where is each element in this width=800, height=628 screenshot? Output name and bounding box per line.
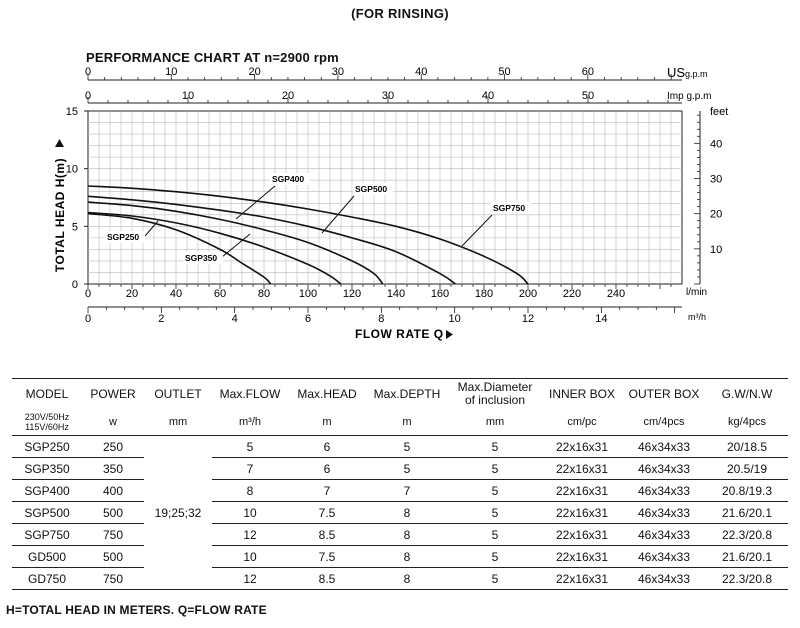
- x-tick-label: 200: [518, 288, 538, 300]
- table-row: [12, 524, 788, 546]
- unit-voltage-1: 230V/50Hz: [24, 412, 70, 422]
- series-label: SGP500: [355, 184, 388, 194]
- col-max-flow: Max.FLOW: [212, 379, 288, 410]
- us-tick-label: 50: [498, 66, 511, 78]
- table-cell: 500: [82, 502, 144, 524]
- table-cell: 8: [366, 524, 448, 546]
- feet-tick-label: 30: [710, 173, 723, 186]
- x-axis-m3h: [85, 307, 706, 325]
- unit-power: w: [82, 409, 144, 436]
- table-cell: 10: [212, 546, 288, 568]
- table-units-row: [12, 409, 788, 436]
- feet-tick-label: 10: [710, 243, 723, 256]
- col-max-diameter-line2: of inclusion: [464, 393, 526, 407]
- x-tick-label: 240: [606, 288, 626, 300]
- spec-table: [12, 378, 788, 590]
- table-cell: 7: [288, 480, 366, 502]
- col-max-diameter: [448, 379, 542, 410]
- table-cell: 20.5/19: [706, 458, 788, 480]
- chart-title: PERFORMANCE CHART AT n=2900 rpm: [86, 50, 339, 65]
- col-outlet: OUTLET: [144, 379, 212, 410]
- table-cell: 22x16x31: [542, 524, 622, 546]
- table-body: [12, 436, 788, 590]
- page-title: (FOR RINSING): [351, 6, 449, 21]
- us-tick-label: 40: [415, 66, 428, 78]
- m3h-tick-label: 12: [521, 313, 535, 325]
- series-label: SGP250: [107, 232, 140, 242]
- series-leader-line: [462, 215, 492, 246]
- table-cell: 22.3/20.8: [706, 524, 788, 546]
- feet-unit-label: feet: [710, 106, 729, 118]
- table-row: [12, 568, 788, 590]
- table-cell: 5: [448, 458, 542, 480]
- table-cell: 6: [288, 458, 366, 480]
- y-axis: [66, 106, 88, 291]
- x-tick-label: 40: [169, 288, 183, 300]
- unit-voltage-2: 115V/60Hz: [25, 422, 69, 432]
- table-cell: 5: [448, 568, 542, 590]
- y-tick-label: 15: [65, 106, 78, 118]
- table-cell: 250: [82, 436, 144, 458]
- table-row: [12, 546, 788, 568]
- us-tick-label: 0: [84, 66, 92, 78]
- m3h-tick-label: 0: [84, 313, 92, 325]
- table-cell: 22x16x31: [542, 436, 622, 458]
- table-cell: 22x16x31: [542, 568, 622, 590]
- table-cell: 12: [212, 524, 288, 546]
- chart-grid: [88, 111, 682, 284]
- cell-outlet-shared: 19;25;32: [144, 436, 212, 590]
- us-unit-suffix: g.p.m: [685, 69, 708, 79]
- col-power: POWER: [82, 379, 144, 410]
- table-cell: 7.5: [288, 546, 366, 568]
- m3h-tick-label: 8: [378, 313, 385, 325]
- table-header-row: [12, 379, 788, 410]
- series-label: SGP400: [272, 174, 305, 184]
- series-label: SGP750: [493, 203, 526, 213]
- table-cell: 8: [366, 546, 448, 568]
- table-cell: 5: [448, 546, 542, 568]
- unit-diameter: mm: [448, 409, 542, 436]
- feet-tick-label: 20: [710, 208, 723, 221]
- x-unit-label: l/min: [686, 287, 708, 298]
- y-tick-label: 0: [71, 279, 78, 291]
- m3h-unit-label: m³/h: [688, 312, 706, 322]
- table-cell: 8: [366, 568, 448, 590]
- table-cell: SGP250: [12, 436, 82, 458]
- table-cell: 20/18.5: [706, 436, 788, 458]
- table-cell: 7: [366, 480, 448, 502]
- col-max-head: Max.HEAD: [288, 379, 366, 410]
- series-labels: [105, 173, 531, 264]
- y-axis-label: TOTAL HEAD H(m): [53, 157, 67, 273]
- table-cell: 8.5: [288, 568, 366, 590]
- table-cell: 22x16x31: [542, 480, 622, 502]
- imp-tick-label: 50: [581, 90, 595, 102]
- table-cell: 5: [212, 436, 288, 458]
- table-cell: 750: [82, 524, 144, 546]
- table-cell: 400: [82, 480, 144, 502]
- performance-chart: [0, 60, 800, 350]
- table-cell: 8.5: [288, 524, 366, 546]
- footer-note: H=TOTAL HEAD IN METERS. Q=FLOW RATE: [6, 603, 267, 617]
- table-cell: 7.5: [288, 502, 366, 524]
- table-cell: 10: [212, 502, 288, 524]
- col-inner-box: INNER BOX: [542, 379, 622, 410]
- imp-tick-label: 10: [181, 90, 195, 102]
- y-tick-label: 10: [65, 163, 78, 176]
- table-cell: 500: [82, 546, 144, 568]
- table-cell: 7: [212, 458, 288, 480]
- col-outer-box: OUTER BOX: [622, 379, 706, 410]
- table-cell: 350: [82, 458, 144, 480]
- unit-outer: cm/4pcs: [622, 409, 706, 436]
- imp-tick-label: 20: [281, 90, 295, 102]
- m3h-tick-label: 10: [448, 313, 461, 325]
- series-label: SGP350: [185, 253, 218, 263]
- table-cell: 5: [448, 502, 542, 524]
- m3h-tick-label: 14: [595, 313, 608, 325]
- table-cell: 21.6/20.1: [706, 502, 788, 524]
- table-cell: 22x16x31: [542, 502, 622, 524]
- feet-axis: [694, 106, 728, 284]
- table-cell: 22.3/20.8: [706, 568, 788, 590]
- us-tick-label: 10: [165, 66, 178, 78]
- imp-tick-label: 40: [481, 90, 495, 102]
- x-tick-label: 220: [562, 288, 582, 300]
- us-gpm-axis: [85, 65, 708, 80]
- table-row: [12, 436, 788, 458]
- series-line-sgp350: [88, 213, 341, 285]
- table-cell: 8: [212, 480, 288, 502]
- table-cell: 46x34x33: [622, 546, 706, 568]
- table-cell: SGP500: [12, 502, 82, 524]
- unit-head: m: [288, 409, 366, 436]
- table-cell: 5: [448, 480, 542, 502]
- table-cell: SGP350: [12, 458, 82, 480]
- x-axis-label: FLOW RATE Q: [355, 327, 444, 341]
- table-cell: 5: [366, 458, 448, 480]
- x-tick-label: 100: [298, 288, 318, 300]
- x-tick-label: 0: [84, 288, 92, 300]
- x-tick-label: 60: [213, 288, 227, 300]
- x-tick-label: 20: [125, 288, 139, 300]
- table-cell: 46x34x33: [622, 502, 706, 524]
- x-tick-label: 120: [342, 288, 362, 300]
- col-gw-nw: G.W/N.W: [706, 379, 788, 410]
- table-cell: 5: [448, 524, 542, 546]
- imp-tick-label: 0: [84, 90, 92, 102]
- table-cell: 750: [82, 568, 144, 590]
- unit-depth: m: [366, 409, 448, 436]
- table-row: [12, 480, 788, 502]
- unit-outlet: mm: [144, 409, 212, 436]
- unit-inner: cm/pc: [542, 409, 622, 436]
- unit-flow: m³/h: [212, 409, 288, 436]
- table-cell: GD750: [12, 568, 82, 590]
- imp-tick-label: 30: [381, 90, 395, 102]
- us-unit-prefix: US: [667, 65, 686, 80]
- table-cell: 46x34x33: [622, 480, 706, 502]
- col-model: MODEL: [12, 379, 82, 410]
- table-cell: 12: [212, 568, 288, 590]
- x-axis-lmin: [85, 284, 707, 300]
- us-tick-label: 30: [331, 66, 345, 78]
- table-row: [12, 458, 788, 480]
- y-axis-arrow-icon: [55, 139, 64, 147]
- x-tick-label: 160: [430, 288, 450, 300]
- feet-tick-label: 40: [710, 138, 723, 151]
- x-axis-arrow-icon: [446, 330, 453, 339]
- table-cell: 8: [366, 502, 448, 524]
- us-tick-label: 60: [581, 66, 594, 78]
- table-cell: 46x34x33: [622, 458, 706, 480]
- unit-voltage: [12, 409, 82, 436]
- table-cell: 46x34x33: [622, 436, 706, 458]
- unit-weight: kg/4pcs: [706, 409, 788, 436]
- x-tick-label: 80: [257, 288, 271, 300]
- imp-unit-label: Imp g.p.m: [667, 91, 712, 102]
- table-cell: 21.6/20.1: [706, 546, 788, 568]
- us-tick-label: 20: [248, 66, 261, 78]
- col-max-diameter-line1: Max.Diameter: [457, 380, 533, 394]
- m3h-tick-label: 4: [231, 313, 238, 325]
- table-cell: 5: [448, 436, 542, 458]
- m3h-tick-label: 2: [158, 313, 165, 325]
- table-cell: 46x34x33: [622, 568, 706, 590]
- x-tick-label: 180: [474, 288, 494, 300]
- y-tick-label: 5: [71, 221, 78, 234]
- table-cell: 22x16x31: [542, 546, 622, 568]
- table-cell: 6: [288, 436, 366, 458]
- m3h-tick-label: 6: [304, 313, 312, 325]
- x-tick-label: 140: [386, 288, 406, 300]
- table-cell: SGP750: [12, 524, 82, 546]
- table-cell: SGP400: [12, 480, 82, 502]
- table-row: [12, 502, 788, 524]
- col-max-depth: Max.DEPTH: [366, 379, 448, 410]
- table-cell: 46x34x33: [622, 524, 706, 546]
- table-cell: 5: [366, 436, 448, 458]
- table-cell: 20.8/19.3: [706, 480, 788, 502]
- table-cell: 22x16x31: [542, 458, 622, 480]
- imp-gpm-axis: [85, 90, 712, 103]
- table-cell: GD500: [12, 546, 82, 568]
